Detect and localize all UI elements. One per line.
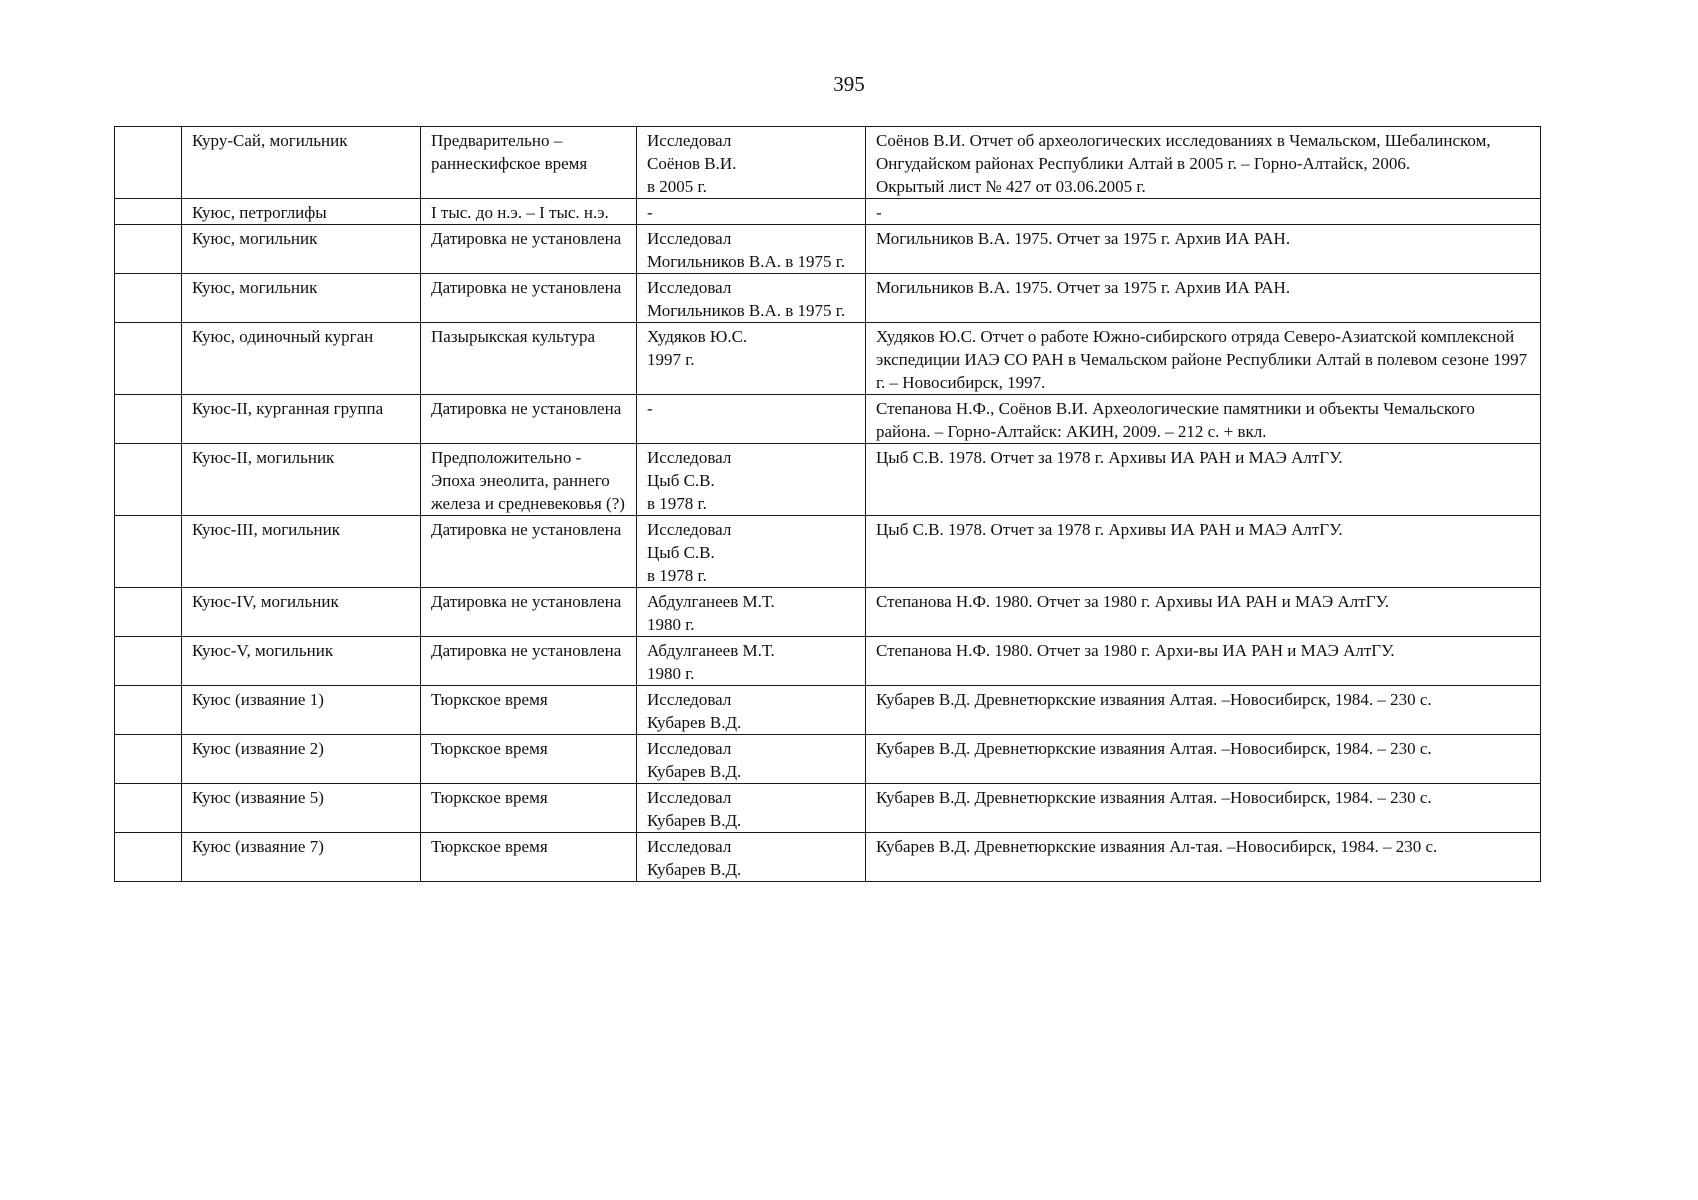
row-number-cell [115, 127, 182, 199]
investigator-cell: Исследовал Могильников В.А. в 1975 г. [637, 225, 866, 274]
row-number-cell [115, 199, 182, 225]
dating-cell: Пазырыкская культура [421, 323, 637, 395]
table-row [115, 735, 1541, 784]
table-row [115, 833, 1541, 882]
investigator-cell: Исследовал Кубарев В.Д. [637, 784, 866, 833]
source-cell: Соёнов В.И. Отчет об археологических исследованиях в Чемальском, Шебалинском, Онгудайском районах Республики Алтай в 2005 г. – Горно-Алтайск, 2006. Окрытый лист № 427 от 03.06.2005 г. [866, 127, 1541, 199]
site-name-cell: Куюс-IV, могильник [182, 588, 421, 637]
investigator-cell: Исследовал Кубарев В.Д. [637, 735, 866, 784]
table-row [115, 199, 1541, 225]
row-number-cell [115, 444, 182, 516]
site-name-cell: Куюс-II, курганная группа [182, 395, 421, 444]
table-row [115, 588, 1541, 637]
row-number-cell [115, 323, 182, 395]
dating-cell: Предположительно - Эпоха энеолита, раннего железа и средневековья (?) [421, 444, 637, 516]
source-cell: Цыб С.В. 1978. Отчет за 1978 г. Архивы ИА РАН и МАЭ АлтГУ. [866, 516, 1541, 588]
dating-cell: Тюркское время [421, 833, 637, 882]
investigator-cell: Абдулганеев М.Т. 1980 г. [637, 588, 866, 637]
source-cell: Степанова Н.Ф., Соёнов В.И. Археологические памятники и объекты Чемальского района. – Горно-Алтайск: АКИН, 2009. – 212 с. + вкл. [866, 395, 1541, 444]
source-cell: Кубарев В.Д. Древнетюркские изваяния Алтая. –Новосибирск, 1984. – 230 с. [866, 784, 1541, 833]
row-number-cell [115, 225, 182, 274]
table-row [115, 274, 1541, 323]
investigator-cell: Исследовал Могильников В.А. в 1975 г. [637, 274, 866, 323]
row-number-cell [115, 784, 182, 833]
source-cell: Степанова Н.Ф. 1980. Отчет за 1980 г. Архи-вы ИА РАН и МАЭ АлтГУ. [866, 637, 1541, 686]
site-name-cell: Куюс (изваяние 2) [182, 735, 421, 784]
investigator-cell: Исследовал Цыб С.В. в 1978 г. [637, 516, 866, 588]
dating-cell: Тюркское время [421, 735, 637, 784]
site-name-cell: Куюс-II, могильник [182, 444, 421, 516]
site-name-cell: Куюс, петроглифы [182, 199, 421, 225]
investigator-cell: - [637, 199, 866, 225]
investigator-cell: Исследовал Кубарев В.Д. [637, 833, 866, 882]
dating-cell: Тюркское время [421, 784, 637, 833]
dating-cell: Датировка не установлена [421, 395, 637, 444]
dating-cell: I тыс. до н.э. – I тыс. н.э. [421, 199, 637, 225]
source-cell: Цыб С.В. 1978. Отчет за 1978 г. Архивы ИА РАН и МАЭ АлтГУ. [866, 444, 1541, 516]
table-row [115, 637, 1541, 686]
page-number: 395 [833, 72, 865, 96]
site-name-cell: Куру-Сай, могильник [182, 127, 421, 199]
investigator-cell: Исследовал Кубарев В.Д. [637, 686, 866, 735]
dating-cell: Датировка не установлена [421, 516, 637, 588]
row-number-cell [115, 686, 182, 735]
site-name-cell: Куюс, могильник [182, 274, 421, 323]
site-name-cell: Куюс-III, могильник [182, 516, 421, 588]
monuments-table [114, 126, 1541, 882]
site-name-cell: Куюс (изваяние 7) [182, 833, 421, 882]
site-name-cell: Куюс (изваяние 5) [182, 784, 421, 833]
source-cell: Могильников В.А. 1975. Отчет за 1975 г. Архив ИА РАН. [866, 225, 1541, 274]
table-row [115, 784, 1541, 833]
dating-cell: Датировка не установлена [421, 225, 637, 274]
site-name-cell: Куюс-V, могильник [182, 637, 421, 686]
table-row [115, 127, 1541, 199]
dating-cell: Датировка не установлена [421, 588, 637, 637]
dating-cell: Датировка не установлена [421, 637, 637, 686]
table-row [115, 395, 1541, 444]
dating-cell: Предварительно – раннескифское время [421, 127, 637, 199]
row-number-cell [115, 735, 182, 784]
table-row [115, 444, 1541, 516]
source-cell: Степанова Н.Ф. 1980. Отчет за 1980 г. Архивы ИА РАН и МАЭ АлтГУ. [866, 588, 1541, 637]
table-row [115, 686, 1541, 735]
source-cell: Кубарев В.Д. Древнетюркские изваяния Ал-тая. –Новосибирск, 1984. – 230 с. [866, 833, 1541, 882]
dating-cell: Датировка не установлена [421, 274, 637, 323]
investigator-cell: Исследовал Цыб С.В. в 1978 г. [637, 444, 866, 516]
source-cell: Кубарев В.Д. Древнетюркские изваяния Алтая. –Новосибирск, 1984. – 230 с. [866, 686, 1541, 735]
source-cell: - [866, 199, 1541, 225]
site-name-cell: Куюс, одиночный курган [182, 323, 421, 395]
table-row [115, 323, 1541, 395]
table-row [115, 225, 1541, 274]
investigator-cell: Худяков Ю.С. 1997 г. [637, 323, 866, 395]
row-number-cell [115, 274, 182, 323]
row-number-cell [115, 395, 182, 444]
site-name-cell: Куюс (изваяние 1) [182, 686, 421, 735]
dating-cell: Тюркское время [421, 686, 637, 735]
source-cell: Худяков Ю.С. Отчет о работе Южно-сибирского отряда Северо-Азиатской комплексной экспедиции ИАЭ СО РАН в Чемальском районе Республики Алтай в полевом сезоне 1997 г. – Новосибирск, 1997. [866, 323, 1541, 395]
source-cell: Кубарев В.Д. Древнетюркские изваяния Алтая. –Новосибирск, 1984. – 230 с. [866, 735, 1541, 784]
row-number-cell [115, 637, 182, 686]
investigator-cell: Исследовал Соёнов В.И. в 2005 г. [637, 127, 866, 199]
investigator-cell: Абдулганеев М.Т. 1980 г. [637, 637, 866, 686]
investigator-cell: - [637, 395, 866, 444]
row-number-cell [115, 516, 182, 588]
row-number-cell [115, 588, 182, 637]
table-row [115, 516, 1541, 588]
source-cell: Могильников В.А. 1975. Отчет за 1975 г. Архив ИА РАН. [866, 274, 1541, 323]
table-body [115, 127, 1541, 882]
row-number-cell [115, 833, 182, 882]
site-name-cell: Куюс, могильник [182, 225, 421, 274]
